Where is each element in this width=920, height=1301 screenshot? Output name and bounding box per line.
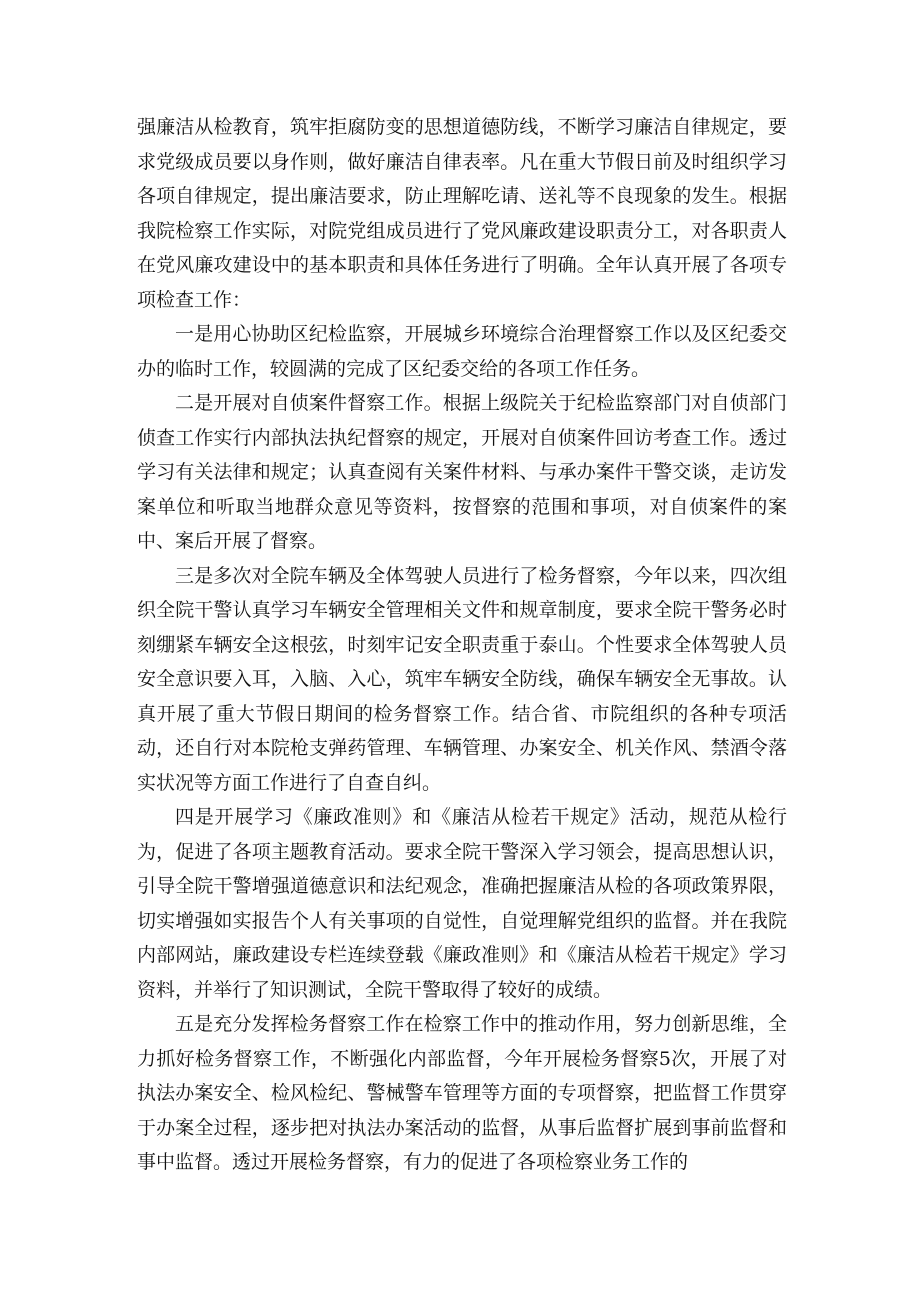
paragraph-item-four: 四是开展学习《廉政准则》和《廉洁从检若干规定》活动，规范从检行为，促进了各项主题教育活动。要求全院干警深入学习领会，提高思想认识，引导全院干警增强道德意识和法纪观念，准确把握廉洁从检的各项政策界限，切实增强如实报告个人有关事项的自觉性，自觉理解党组织的监督。并在我院内部网站，廉政建设专栏连续登载《廉政准则》和《廉洁从检若干规定》学习资料，并举行了知识测试，全院干警取得了较好的成绩。 xyxy=(137,806,787,1001)
paragraph-item-three: 三是多次对全院车辆及全体驾驶人员进行了检务督察，今年以来，四次组织全院干警认真学习车辆安全管理相关文件和规章制度，要求全院干警务必时刻绷紧车辆安全这根弦，时刻牢记安全职责重于泰山。个性要求全体驾驶人员安全意识要入耳，入脑、入心，筑牢车辆安全防线，确保车辆安全无事故。认真开展了重大节假日期间的检务督察工作。结合省、市院组织的各种专项活动，还自行对本院枪支弹药管理、车辆管理、办案安全、机关作风、禁酒令落实状况等方面工作进行了自查自纠。 xyxy=(137,564,787,794)
paragraph-item-one: 一是用心协助区纪检监察，开展城乡环境综合治理督察工作以及区纪委交办的临时工作，较圆满的完成了区纪委交给的各项工作任务。 xyxy=(137,323,787,380)
document-body xyxy=(137,110,787,1180)
paragraph-item-two: 二是开展对自侦案件督察工作。根据上级院关于纪检监察部门对自侦部门侦查工作实行内部执法执纪督察的规定，开展对自侦案件回访考查工作。透过学习有关法律和规定；认真查阅有关案件材料、与承办案件干警交谈，走访发案单位和听取当地群众意见等资料，按督察的范围和事项，对自侦案件的案中、案后开展了督察。 xyxy=(137,392,787,552)
paragraph-item-five: 五是充分发挥检务督察工作在检察工作中的推动作用，努力创新思维，全力抓好检务督察工作，不断强化内部监督，今年开展检务督察5次，开展了对执法办案安全、检风检纪、警械警车管理等方面的专项督察，把监督工作贯穿于办案全过程，逐步把对执法办案活动的监督，从事后监督扩展到事前监督和事中监督。透过开展检务督察，有力的促进了各项检察业务工作的 xyxy=(137,1013,787,1173)
paragraph-intro-continuation: 强廉洁从检教育，筑牢拒腐防变的思想道德防线，不断学习廉洁自律规定，要求党级成员要以身作则，做好廉洁自律表率。凡在重大节假日前及时组织学习各项自律规定，提出廉洁要求，防止理解吃请、送礼等不良现象的发生。根据我院检察工作实际，对院党组成员进行了党风廉政建设职责分工，对各职责人在党风廉攻建设中的基本职责和具体任务进行了明确。全年认真开展了各项专项检查工作： xyxy=(137,116,787,311)
